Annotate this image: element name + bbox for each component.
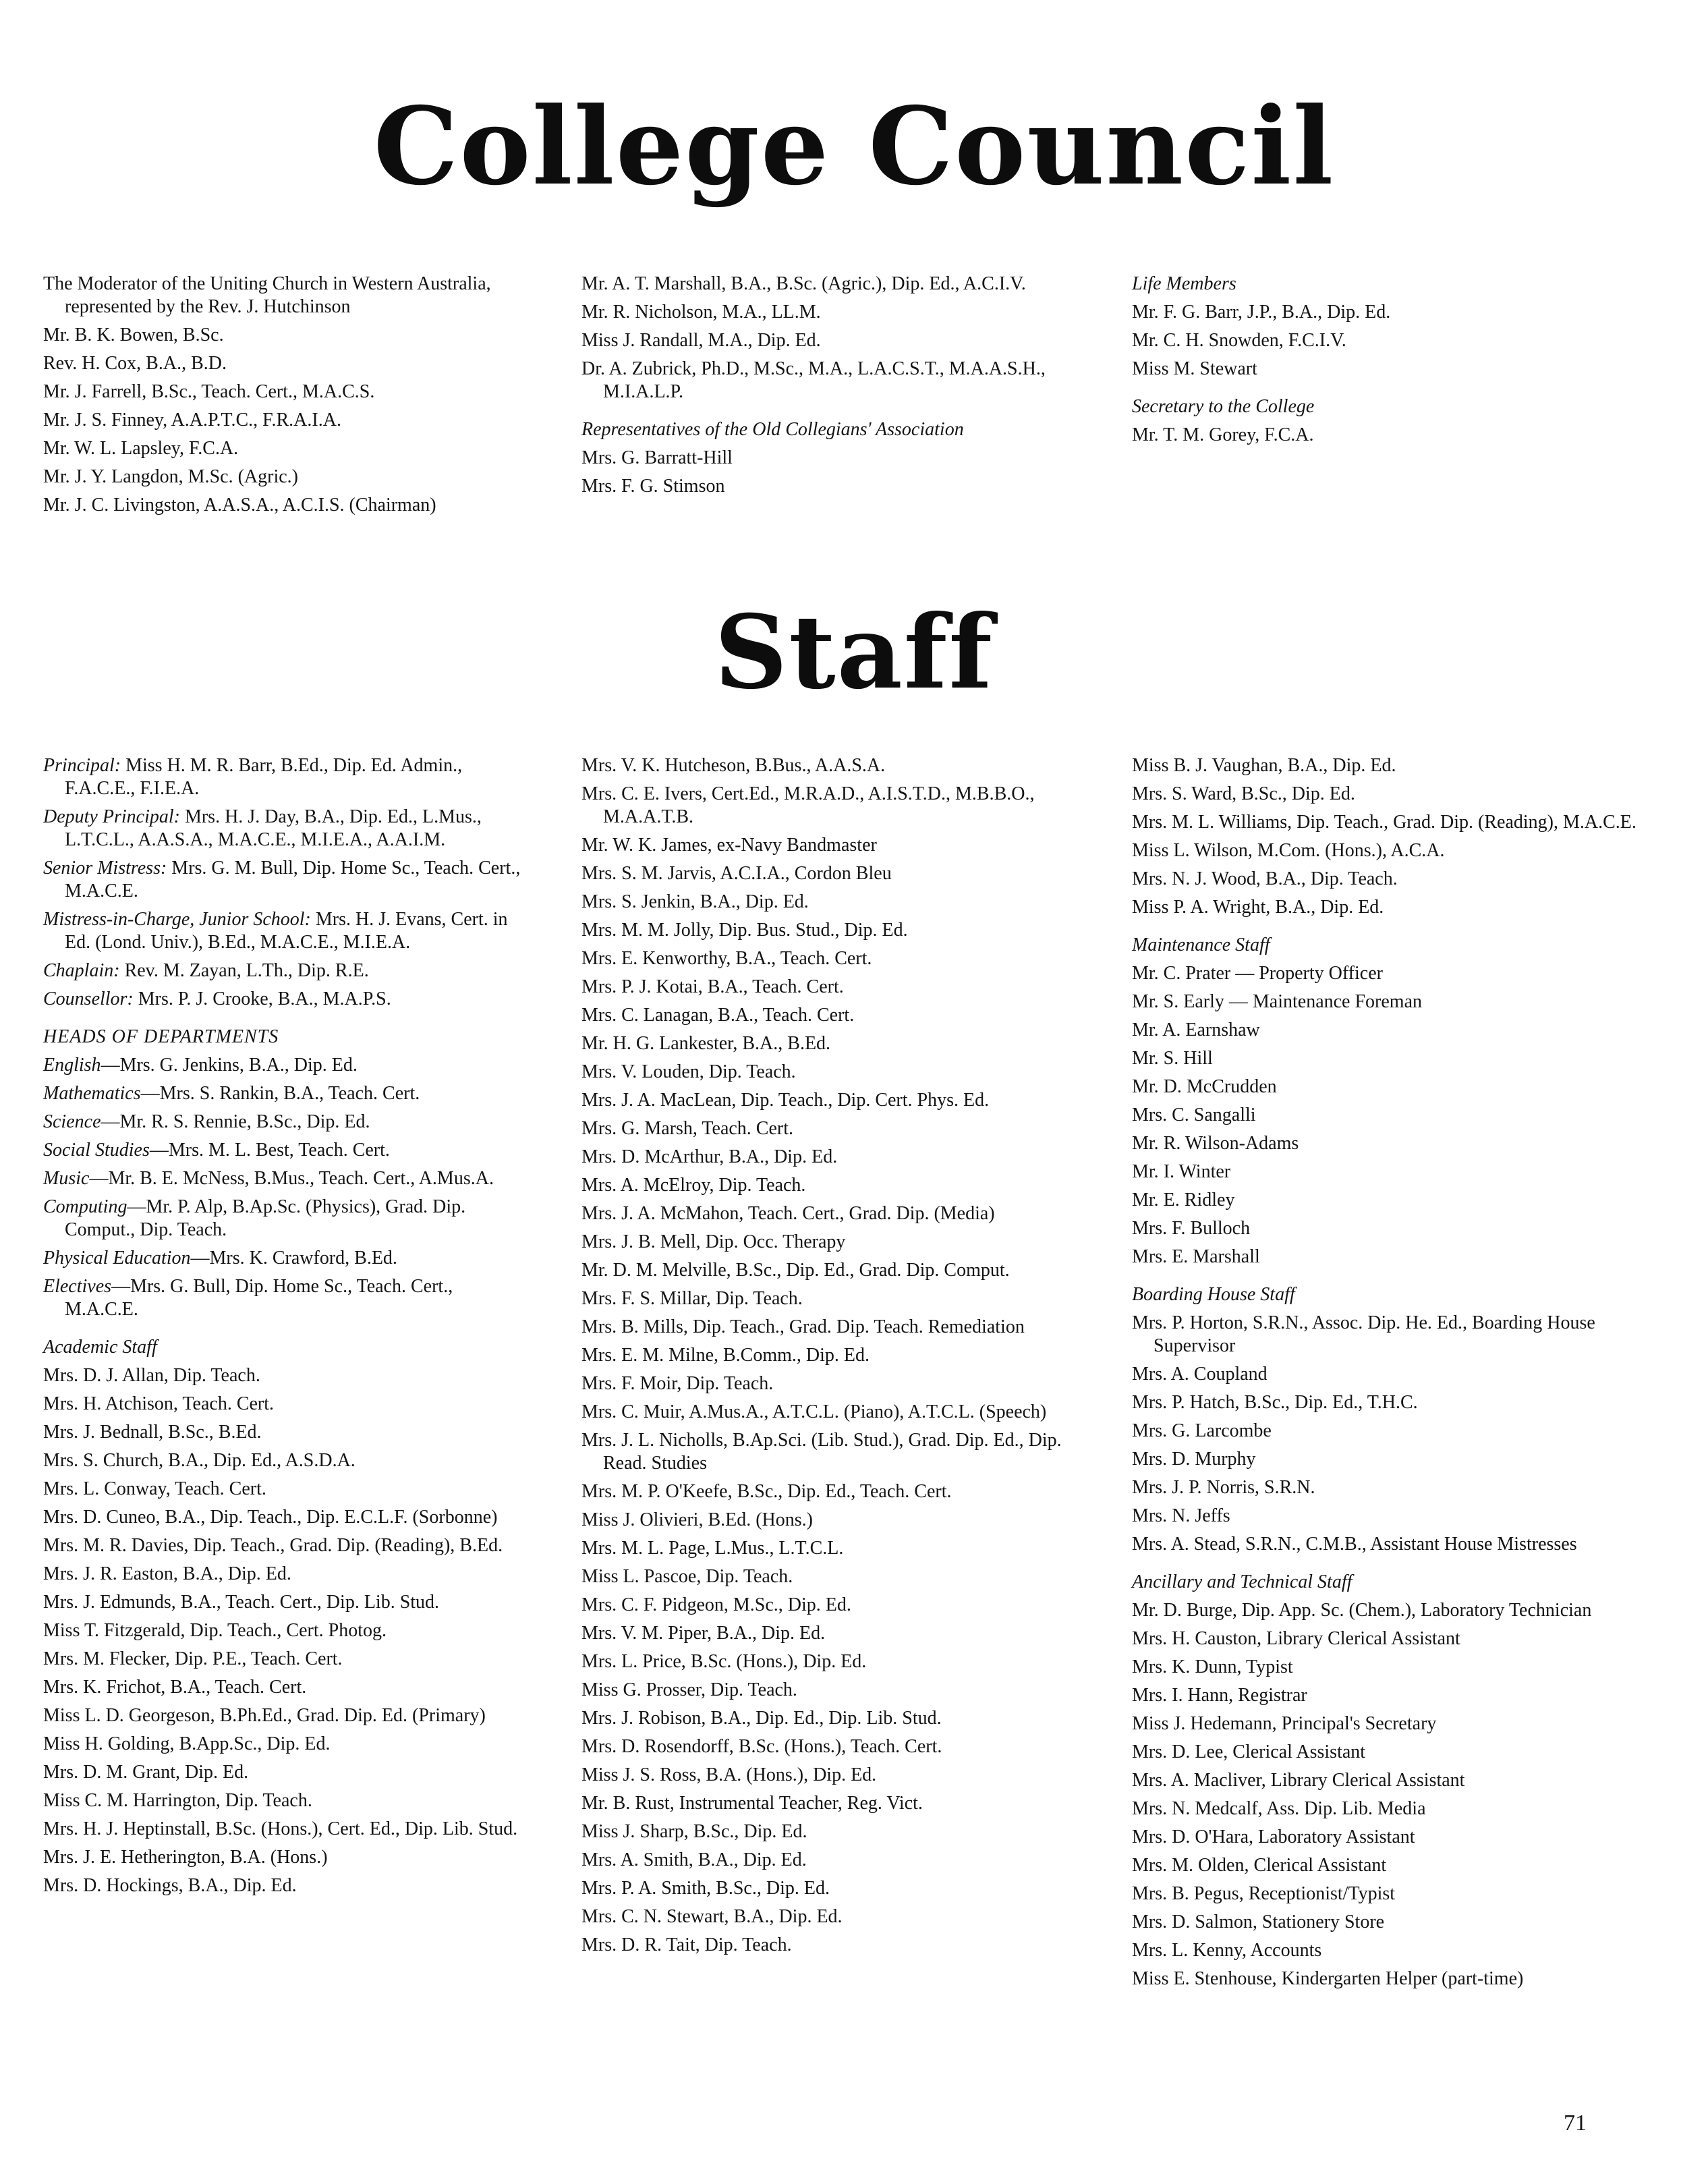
council-member: Rev. H. Cox, B.A., B.D. [43,353,227,374]
maintenance-staff-entry: Mr. E. Ridley [1132,1190,1235,1210]
boarding-house-staff-heading: Boarding House Staff [1132,1284,1295,1305]
academic-staff-entry: Mrs. D. J. Allan, Dip. Teach. [43,1365,260,1386]
academic-staff-entry: Mrs. J. E. Hetherington, B.A. (Hons.) [43,1847,328,1868]
academic-staff-entry: Mrs. J. R. Easton, B.A., Dip. Ed. [43,1563,291,1584]
senior-staff-entry-text: Rev. M. Zayan, L.Th., Dip. R.E. [119,960,369,981]
senior-staff-entry [43,959,529,982]
department-head-entry-label: English [43,1055,101,1076]
academic-staff-entry: Mrs. D. M. Grant, Dip. Ed. [43,1762,249,1783]
staff-column-2 [581,754,1094,1962]
academic-staff-entry: Miss J. Olivieri, B.Ed. (Hons.) [581,1509,813,1530]
ancillary-staff-entry: Mrs. B. Pegus, Receptionist/Typist [1132,1883,1396,1904]
academic-staff-entry: Mrs. H. J. Heptinstall, B.Sc. (Hons.), Cert. Ed., Dip. Lib. Stud. [43,1818,518,1839]
ancillary-staff-entry: Mrs. M. Olden, Clerical Assistant [1132,1855,1387,1876]
life-members-heading: Life Members [1132,273,1236,294]
department-head-entry [43,1247,529,1270]
academic-staff-entry: Mrs. C. F. Pidgeon, M.Sc., Dip. Ed. [581,1594,851,1615]
maintenance-staff-entry: Mrs. C. Sangalli [1132,1105,1256,1125]
council-member: The Moderator of the Uniting Church in Western Australia, represented by the Rev. J. Hutchinson [43,273,491,317]
secretary: Mr. T. M. Gorey, F.C.A. [1132,424,1314,445]
staff-column-1 [43,754,529,1903]
boarding-staff-entry: Mrs. P. Horton, S.R.N., Assoc. Dip. He. Ed., Boarding House Supervisor [1132,1312,1595,1356]
boarding-staff-entry: Mrs. G. Larcombe [1132,1420,1272,1441]
boarding-staff-entry: Mrs. A. Stead, S.R.N., C.M.B., Assistant House Mistresses [1132,1534,1577,1555]
academic-staff-entry: Miss H. Golding, B.App.Sc., Dip. Ed. [43,1733,331,1754]
academic-staff-entry: Mrs. S. Church, B.A., Dip. Ed., A.S.D.A. [43,1450,355,1471]
department-head-entry-text: —Mrs. G. Jenkins, B.A., Dip. Ed. [101,1055,358,1076]
department-head-entry [43,1196,529,1242]
ancillary-staff-entry: Mrs. H. Causton, Library Clerical Assistant [1132,1628,1460,1649]
department-head-entry [43,1082,529,1105]
maintenance-staff-entry: Mr. R. Wilson-Adams [1132,1133,1299,1154]
academic-staff-entry: Mrs. E. M. Milne, B.Comm., Dip. Ed. [581,1345,870,1366]
staff-title: Staff [714,593,994,712]
academic-staff-entry: Mrs. M. L. Page, L.Mus., L.T.C.L. [581,1538,844,1559]
senior-staff-entry [43,988,529,1011]
senior-staff-entry [43,908,529,954]
senior-staff-entry [43,857,529,903]
academic-staff-entry: Miss P. A. Wright, B.A., Dip. Ed. [1132,897,1384,918]
ancillary-staff-entry: Mrs. D. Lee, Clerical Assistant [1132,1741,1366,1762]
maintenance-staff-entry: Mrs. E. Marshall [1132,1246,1260,1267]
council-member: Mrs. G. Barratt-Hill [581,447,733,468]
academic-staff-entry: Miss L. Pascoe, Dip. Teach. [581,1566,793,1587]
ancillary-staff-entry: Mrs. D. O'Hara, Laboratory Assistant [1132,1827,1415,1847]
academic-staff-entry: Mrs. L. Price, B.Sc. (Hons.), Dip. Ed. [581,1651,867,1672]
department-head-entry-text: —Mrs. M. L. Best, Teach. Cert. [149,1140,390,1161]
department-head-entry [43,1054,529,1077]
academic-staff-entry: Mrs. B. Mills, Dip. Teach., Grad. Dip. Teach. Remediation [581,1316,1025,1337]
maintenance-staff-entry: Mr. D. McCrudden [1132,1076,1277,1097]
council-member: Dr. A. Zubrick, Ph.D., M.Sc., M.A., L.A.C.S.T., M.A.A.S.H., M.I.A.L.P. [581,358,1046,402]
academic-staff-entry: Mrs. J. B. Mell, Dip. Occ. Therapy [581,1231,846,1252]
academic-staff-entry: Miss L. Wilson, M.Com. (Hons.), A.C.A. [1132,840,1445,861]
senior-staff-entry-label: Deputy Principal: [43,806,180,827]
academic-staff-entry: Mrs. H. Atchison, Teach. Cert. [43,1393,275,1414]
academic-staff-entry: Mrs. D. Hockings, B.A., Dip. Ed. [43,1875,297,1896]
academic-staff-entry: Mrs. M. Flecker, Dip. P.E., Teach. Cert. [43,1648,343,1669]
maintenance-staff-entry: Mrs. F. Bulloch [1132,1218,1251,1239]
department-head-entry-label: Electives [43,1276,112,1297]
academic-staff-entry: Mrs. J. Bednall, B.Sc., B.Ed. [43,1422,262,1443]
department-head-entry-label: Science [43,1111,101,1132]
academic-staff-entry: Mrs. V. Louden, Dip. Teach. [581,1061,796,1082]
academic-staff-entry: Mrs. V. K. Hutcheson, B.Bus., A.A.S.A. [581,755,886,776]
academic-staff-entry: Mrs. L. Conway, Teach. Cert. [43,1478,266,1499]
secretary-heading: Secretary to the College [1132,396,1315,417]
council-column-2 [581,273,1094,503]
heads-of-departments-heading: HEADS OF DEPARTMENTS [43,1026,279,1047]
academic-staff-entry: Mrs. S. Jenkin, B.A., Dip. Ed. [581,891,809,912]
council-member: Mr. J. C. Livingston, A.A.S.A., A.C.I.S. (Chairman) [43,495,436,515]
ancillary-staff-entry: Mrs. K. Dunn, Typist [1132,1656,1293,1677]
department-head-entry [43,1167,529,1190]
academic-staff-entry: Mrs. A. Smith, B.A., Dip. Ed. [581,1849,807,1870]
senior-staff-entry-label: Chaplain: [43,960,120,981]
academic-staff-entry: Mrs. M. R. Davies, Dip. Teach., Grad. Dip. (Reading), B.Ed. [43,1535,503,1556]
senior-staff-entry-label: Principal: [43,755,121,776]
life-member: Miss M. Stewart [1132,358,1257,379]
maintenance-staff-heading: Maintenance Staff [1132,935,1270,955]
department-head-entry-text: —Mr. B. E. McNess, B.Mus., Teach. Cert., A.Mus.A. [89,1168,494,1189]
staff-column-3 [1132,754,1658,1996]
council-member: Mr. B. K. Bowen, B.Sc. [43,325,224,345]
academic-staff-heading: Academic Staff [43,1337,157,1358]
senior-staff-entry-text: Miss H. M. R. Barr, B.Ed., Dip. Ed. Admin., F.A.C.E., F.I.E.A. [65,755,463,799]
council-member: Mrs. F. G. Stimson [581,476,725,497]
department-head-entry [43,1275,529,1321]
council-member: Mr. W. L. Lapsley, F.C.A. [43,438,239,459]
academic-staff-entry: Mrs. J. A. McMahon, Teach. Cert., Grad. Dip. (Media) [581,1203,995,1224]
maintenance-staff-entry: Mr. C. Prater — Property Officer [1132,963,1383,984]
maintenance-staff-entry: Mr. S. Hill [1132,1048,1213,1069]
senior-staff-entry-text: Mrs. P. J. Crooke, B.A., M.A.P.S. [133,988,391,1009]
academic-staff-entry: Mrs. D. R. Tait, Dip. Teach. [581,1934,792,1955]
academic-staff-entry: Mrs. P. A. Smith, B.Sc., Dip. Ed. [581,1878,830,1899]
academic-staff-entry: Mr. B. Rust, Instrumental Teacher, Reg. Vict. [581,1793,923,1814]
department-head-entry-label: Music [43,1168,90,1189]
academic-staff-entry: Mrs. C. N. Stewart, B.A., Dip. Ed. [581,1906,843,1927]
boarding-staff-entry: Mrs. A. Coupland [1132,1364,1268,1385]
department-head-entry-label: Mathematics [43,1083,141,1104]
academic-staff-entry: Mr. H. G. Lankester, B.A., B.Ed. [581,1033,831,1054]
senior-staff-entry-text: Mrs. H. J. Day, B.A., Dip. Ed., L.Mus., L.T.C.L., A.A.S.A., M.A.C.E., M.I.E.A., A.A.I.M. [65,806,482,850]
department-head-entry-text: —Mr. P. Alp, B.Ap.Sc. (Physics), Grad. Dip. Comput., Dip. Teach. [65,1196,466,1240]
academic-staff-entry: Mrs. J. Robison, B.A., Dip. Ed., Dip. Lib. Stud. [581,1708,942,1729]
academic-staff-entry: Mrs. D. Cuneo, B.A., Dip. Teach., Dip. E.C.L.F. (Sorbonne) [43,1507,498,1528]
academic-staff-entry: Mrs. J. A. MacLean, Dip. Teach., Dip. Cert. Phys. Ed. [581,1090,990,1111]
council-member: Mr. R. Nicholson, M.A., LL.M. [581,302,821,323]
academic-staff-entry: Mrs. S. Ward, B.Sc., Dip. Ed. [1132,783,1355,804]
department-head-entry-text: —Mrs. S. Rankin, B.A., Teach. Cert. [140,1083,420,1104]
academic-staff-entry: Miss J. S. Ross, B.A. (Hons.), Dip. Ed. [581,1764,877,1785]
academic-staff-entry: Mrs. A. McElroy, Dip. Teach. [581,1175,806,1196]
boarding-staff-entry: Mrs. P. Hatch, B.Sc., Dip. Ed., T.H.C. [1132,1392,1418,1413]
maintenance-staff-entry: Mr. A. Earnshaw [1132,1020,1260,1040]
academic-staff-entry: Mrs. D. Rosendorff, B.Sc. (Hons.), Teach. Cert. [581,1736,942,1757]
academic-staff-entry: Mr. W. K. James, ex-Navy Bandmaster [581,835,877,856]
college-council-title: College Council [373,84,1335,209]
senior-staff-entry-text: Mrs. H. J. Evans, Cert. in Ed. (Lond. Univ.), B.Ed., M.A.C.E., M.I.E.A. [65,909,508,953]
academic-staff-entry: Miss L. D. Georgeson, B.Ph.Ed., Grad. Dip. Ed. (Primary) [43,1705,486,1726]
council-member: Mr. A. T. Marshall, B.A., B.Sc. (Agric.), Dip. Ed., A.C.I.V. [581,273,1026,294]
old-collegians-heading: Representatives of the Old Collegians' Association [581,419,964,440]
academic-staff-entry: Miss C. M. Harrington, Dip. Teach. [43,1790,312,1811]
academic-staff-entry: Mrs. M. P. O'Keefe, B.Sc., Dip. Ed., Teach. Cert. [581,1481,952,1502]
department-head-entry-text: —Mr. R. S. Rennie, B.Sc., Dip. Ed. [101,1111,370,1132]
boarding-staff-entry: Mrs. N. Jeffs [1132,1505,1230,1526]
ancillary-staff-entry: Mrs. L. Kenny, Accounts [1132,1940,1322,1961]
boarding-staff-entry: Mrs. J. P. Norris, S.R.N. [1132,1477,1315,1498]
ancillary-staff-entry: Mr. D. Burge, Dip. App. Sc. (Chem.), Laboratory Technician [1132,1600,1592,1621]
academic-staff-entry: Miss B. J. Vaughan, B.A., Dip. Ed. [1132,755,1396,776]
senior-staff-entry [43,754,529,800]
ancillary-staff-entry: Mrs. A. Macliver, Library Clerical Assistant [1132,1770,1465,1791]
ancillary-staff-entry: Mrs. N. Medcalf, Ass. Dip. Lib. Media [1132,1798,1426,1819]
senior-staff-entry-label: Mistress-in-Charge, Junior School: [43,909,311,930]
academic-staff-entry: Mrs. F. S. Millar, Dip. Teach. [581,1288,803,1309]
academic-staff-entry: Mrs. C. E. Ivers, Cert.Ed., M.R.A.D., A.I.S.T.D., M.B.B.O., M.A.A.T.B. [581,783,1035,827]
department-head-entry-label: Physical Education [43,1248,191,1269]
academic-staff-entry: Mrs. S. M. Jarvis, A.C.I.A., Cordon Bleu [581,863,892,884]
senior-staff-entry-text: Mrs. G. M. Bull, Dip. Home Sc., Teach. Cert., M.A.C.E. [65,858,521,901]
life-member: Mr. C. H. Snowden, F.C.I.V. [1132,330,1346,351]
ancillary-staff-entry: Mrs. D. Salmon, Stationery Store [1132,1912,1385,1932]
academic-staff-entry: Mrs. M. L. Williams, Dip. Teach., Grad. Dip. (Reading), M.A.C.E. [1132,812,1636,833]
council-member: Mr. J. Farrell, B.Sc., Teach. Cert., M.A.C.S. [43,381,375,402]
academic-staff-entry: Mrs. J. L. Nicholls, B.Ap.Sci. (Lib. Stud.), Grad. Dip. Ed., Dip. Read. Studies [581,1430,1062,1474]
council-column-1 [43,273,529,522]
maintenance-staff-entry: Mr. S. Early — Maintenance Foreman [1132,991,1423,1012]
council-member: Mr. J. Y. Langdon, M.Sc. (Agric.) [43,466,298,487]
academic-staff-entry: Mrs. J. Edmunds, B.A., Teach. Cert., Dip. Lib. Stud. [43,1592,440,1613]
senior-staff-entry-label: Senior Mistress: [43,858,167,879]
council-member: Mr. J. S. Finney, A.A.P.T.C., F.R.A.I.A. [43,410,341,430]
department-head-entry [43,1111,529,1134]
council-column-3 [1132,273,1658,452]
academic-staff-entry: Mrs. C. Muir, A.Mus.A., A.T.C.L. (Piano), A.T.C.L. (Speech) [581,1401,1047,1422]
department-head-entry-text: —Mrs. G. Bull, Dip. Home Sc., Teach. Cert., M.A.C.E. [65,1276,453,1320]
academic-staff-entry: Mrs. D. McArthur, B.A., Dip. Ed. [581,1146,838,1167]
ancillary-staff-entry: Mrs. I. Hann, Registrar [1132,1685,1307,1706]
department-head-entry [43,1139,529,1162]
academic-staff-entry: Mrs. N. J. Wood, B.A., Dip. Teach. [1132,868,1398,889]
academic-staff-entry: Mrs. K. Frichot, B.A., Teach. Cert. [43,1677,307,1698]
council-member: Miss J. Randall, M.A., Dip. Ed. [581,330,821,351]
academic-staff-entry: Mrs. G. Marsh, Teach. Cert. [581,1118,794,1139]
ancillary-staff-entry: Miss E. Stenhouse, Kindergarten Helper (part-time) [1132,1968,1524,1989]
academic-staff-entry: Mr. D. M. Melville, B.Sc., Dip. Ed., Grad. Dip. Comput. [581,1260,1010,1281]
senior-staff-entry [43,806,529,852]
academic-staff-entry: Mrs. P. J. Kotai, B.A., Teach. Cert. [581,976,844,997]
academic-staff-entry: Miss J. Sharp, B.Sc., Dip. Ed. [581,1821,807,1842]
academic-staff-entry: Mrs. M. M. Jolly, Dip. Bus. Stud., Dip. Ed. [581,920,908,941]
department-head-entry-label: Social Studies [43,1140,150,1161]
ancillary-staff-entry: Miss J. Hedemann, Principal's Secretary [1132,1713,1437,1734]
boarding-staff-entry: Mrs. D. Murphy [1132,1449,1256,1470]
academic-staff-entry: Mrs. C. Lanagan, B.A., Teach. Cert. [581,1005,855,1026]
academic-staff-entry: Mrs. V. M. Piper, B.A., Dip. Ed. [581,1623,826,1644]
page-number: 71 [1564,2111,1587,2136]
senior-staff-entry-label: Counsellor: [43,988,134,1009]
academic-staff-entry: Miss G. Prosser, Dip. Teach. [581,1679,797,1700]
academic-staff-entry: Miss T. Fitzgerald, Dip. Teach., Cert. Photog. [43,1620,387,1641]
ancillary-staff-heading: Ancillary and Technical Staff [1132,1571,1353,1592]
maintenance-staff-entry: Mr. I. Winter [1132,1161,1231,1182]
academic-staff-entry: Mrs. F. Moir, Dip. Teach. [581,1373,774,1394]
department-head-entry-label: Computing [43,1196,127,1217]
life-member: Mr. F. G. Barr, J.P., B.A., Dip. Ed. [1132,302,1391,323]
academic-staff-entry: Mrs. E. Kenworthy, B.A., Teach. Cert. [581,948,872,969]
department-head-entry-text: —Mrs. K. Crawford, B.Ed. [190,1248,397,1269]
